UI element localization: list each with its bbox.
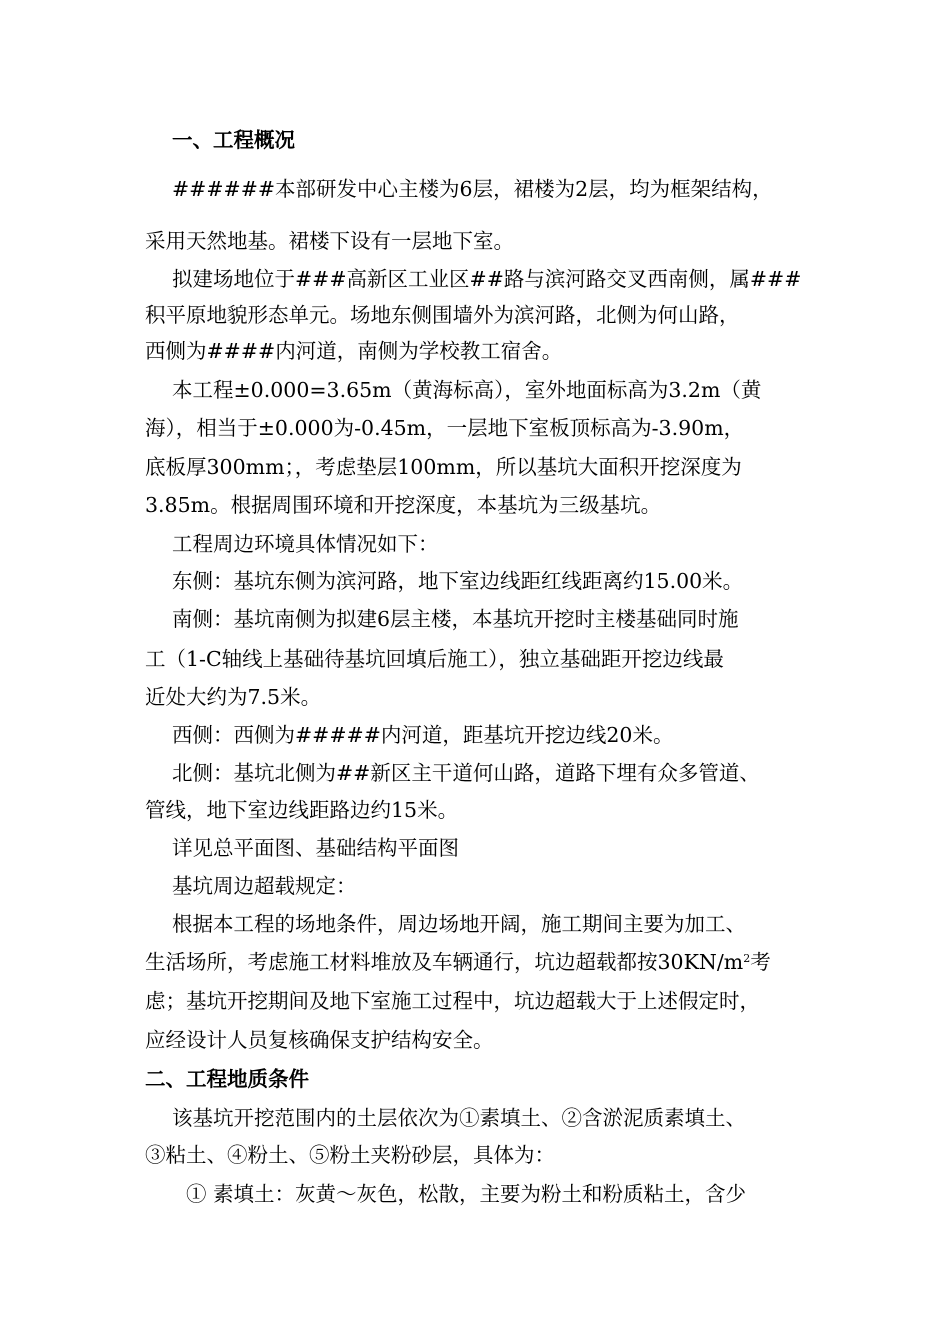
line-text: 考: [750, 950, 771, 974]
paragraph-line: 底板厚300mm；，考虑垫层100mm，所以基坑大面积开挖深度为: [145, 455, 742, 479]
paragraph-line: 本工程±0.000=3.65m（黄海标高），室外地面标高为3.2m（黄: [172, 378, 762, 402]
paragraph-line: 西侧：西侧为#####内河道，距基坑开挖边线20米。: [172, 723, 674, 747]
section-heading-2: 二、工程地质条件: [145, 1067, 309, 1091]
line-text: 生活场所，考虑施工材料堆放及车辆通行，坑边超载都按30KN/m: [145, 950, 744, 974]
paragraph-line: 采用天然地基。裙楼下设有一层地下室。: [145, 229, 514, 253]
paragraph-line: 拟建场地位于###高新区工业区##路与滨河路交叉西南侧，属###: [172, 267, 802, 291]
paragraph-line: ③粘土、④粉土、⑤粉土夹粉砂层，具体为：: [145, 1143, 555, 1167]
paragraph-line: ######本部研发中心主楼为6层，裙楼为2层，均为框架结构，: [172, 177, 773, 201]
paragraph-line: 该基坑开挖范围内的土层依次为①素填土、②含淤泥质素填土、: [172, 1106, 746, 1130]
paragraph-line: 详见总平面图、基础结构平面图: [172, 836, 459, 860]
paragraph-line: 近处大约为7.5米。: [145, 685, 322, 709]
paragraph-line: 工（1-C轴线上基础待基坑回填后施工），独立基础距开挖边线最: [145, 647, 724, 671]
paragraph-line: 管线，地下室边线距路边约15米。: [145, 798, 459, 822]
paragraph-line: 应经设计人员复核确保支护结构安全。: [145, 1028, 494, 1052]
paragraph-line: 海），相当于±0.000为-0.45m，一层地下室板顶标高为-3.90m，: [145, 416, 745, 440]
superscript-2: 2: [743, 952, 751, 965]
paragraph-line: [145, 948, 835, 976]
paragraph-line: ① 素填土：灰黄～灰色，松散，主要为粉土和粉质粘土，含少: [186, 1182, 747, 1206]
paragraph-line: 南侧：基坑南侧为拟建6层主楼，本基坑开挖时主楼基础同时施: [172, 607, 739, 631]
paragraph-line: 积平原地貌形态单元。场地东侧围墙外为滨河路，北侧为何山路，: [145, 303, 740, 327]
paragraph-line: 虑；基坑开挖期间及地下室施工过程中，坑边超载大于上述假定时，: [145, 989, 760, 1013]
paragraph-line: 基坑周边超载规定：: [172, 874, 357, 898]
paragraph-line: 北侧：基坑北侧为##新区主干道何山路，道路下埋有众多管道、: [172, 761, 760, 785]
paragraph-line: 工程周边环境具体情况如下：: [172, 532, 439, 556]
section-heading-1: 一、工程概况: [172, 128, 295, 152]
paragraph-line: 西侧为####内河道，南侧为学校教工宿舍。: [145, 339, 563, 363]
paragraph-line: 3.85m。根据周围环境和开挖深度，本基坑为三级基坑。: [145, 493, 662, 517]
paragraph-line: 根据本工程的场地条件，周边场地开阔，施工期间主要为加工、: [172, 912, 746, 936]
paragraph-line: 东侧：基坑东侧为滨河路，地下室边线距红线距离约15.00米。: [172, 569, 744, 593]
